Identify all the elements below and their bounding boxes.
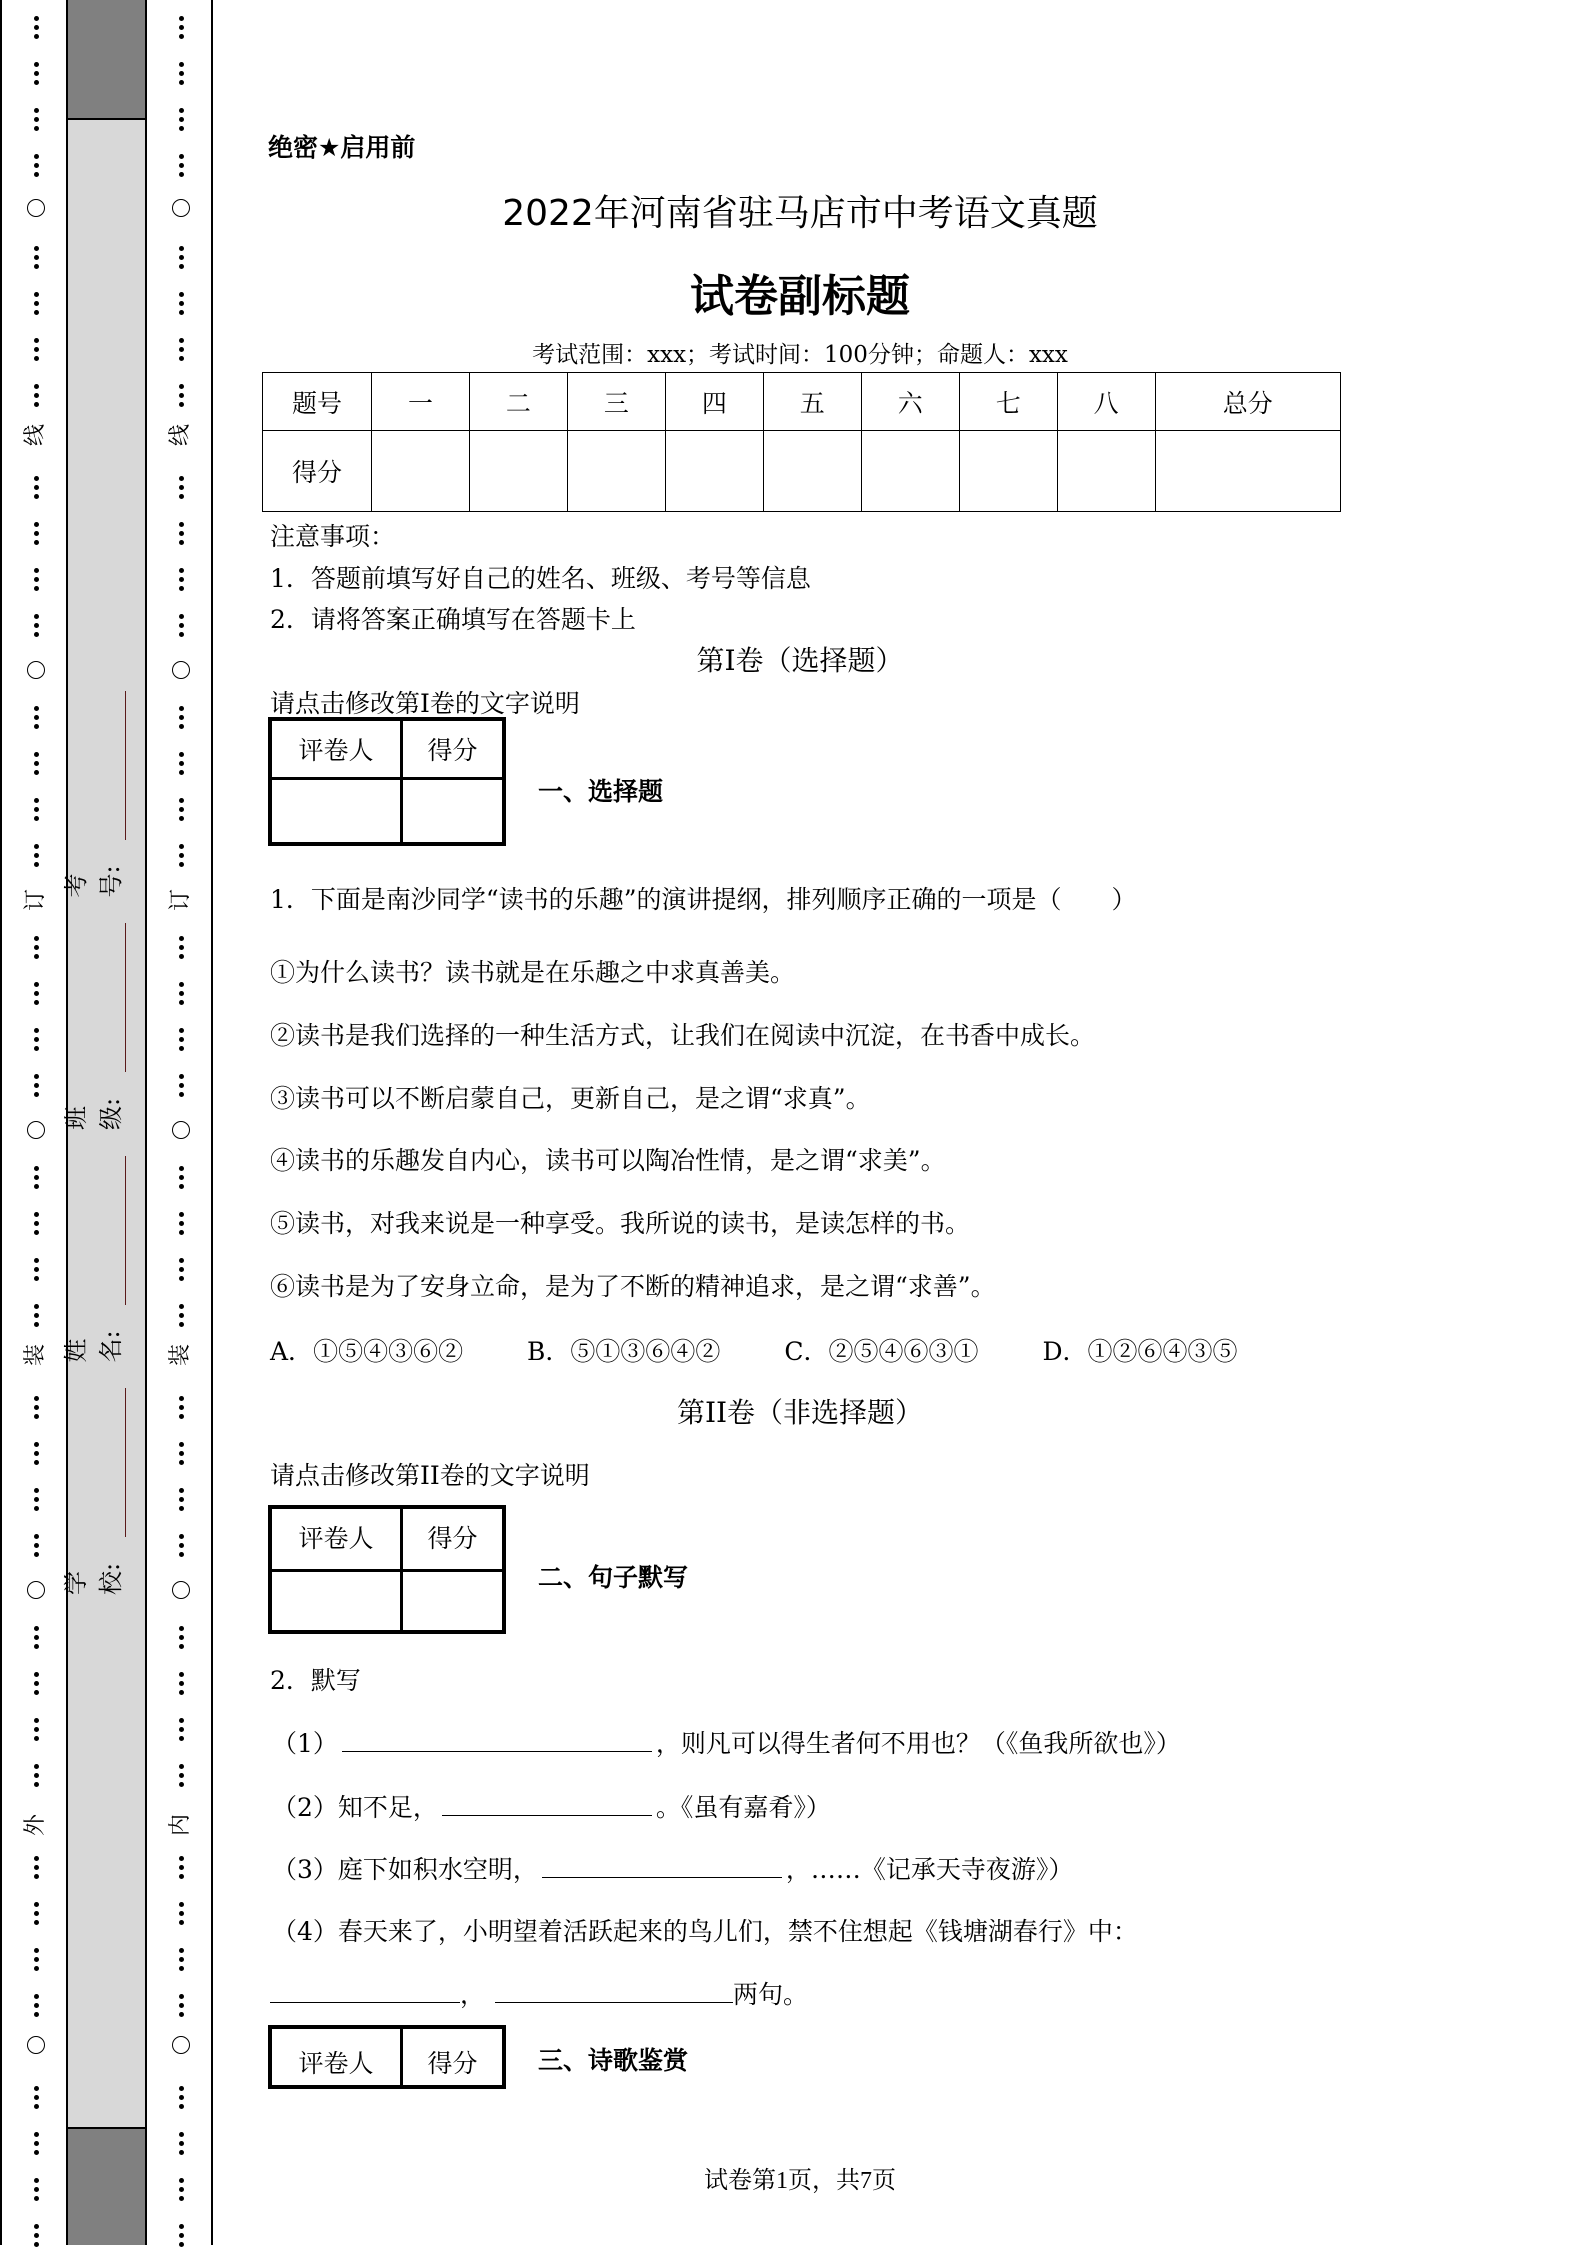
score-cell[interactable] [372, 431, 470, 512]
part2-title: 第II卷（非选择题） [676, 1396, 924, 1429]
dotted-cut-line-icon [26, 1898, 46, 1929]
dotted-cut-line-icon [26, 1162, 46, 1193]
dotted-cut-line-icon [171, 1300, 191, 1331]
grader-box-1 [268, 717, 506, 846]
option-text: ②⑤④⑥③① [828, 1337, 979, 1366]
name-field[interactable] [56, 1130, 126, 1363]
question-1-options [270, 1332, 1294, 1368]
binding-hole-icon [172, 2036, 190, 2054]
dotted-cut-line-icon [171, 1208, 191, 1239]
binding-hole-icon [27, 2036, 45, 2054]
dotted-cut-line-icon [26, 12, 46, 43]
note-item-2: 2．请将答案正确填写在答题卡上 [270, 605, 636, 634]
column-header: 七 [959, 373, 1057, 431]
dotted-cut-line-icon [26, 610, 46, 641]
statement-5: ⑤读书，对我来说是一种享受。我所说的读书，是读怎样的书。 [270, 1209, 971, 1238]
score-table-header-row [263, 373, 1341, 431]
item-prefix: （3）庭下如积水空明， [272, 1855, 538, 1884]
section-1-title: 一、选择题 [538, 777, 664, 806]
option-text: ⑤①③⑥④② [570, 1337, 721, 1366]
statement-2: ②读书是我们选择的一种生活方式，让我们在阅读中沉淀，在书香中成长。 [270, 1021, 1096, 1050]
score-cell[interactable] [665, 431, 763, 512]
dotted-cut-line-icon [171, 242, 191, 273]
notes-heading: 注意事项： [270, 522, 396, 551]
dotted-cut-line-icon [171, 472, 191, 503]
dictation-blank-4b[interactable] [495, 1977, 733, 2003]
grader-reviewer-label: 评卷人 [298, 1524, 374, 1553]
dotted-cut-line-icon [26, 380, 46, 411]
row-header-question-number: 题号 [263, 373, 372, 431]
dotted-cut-line-icon [26, 2174, 46, 2205]
dictation-item-4-line2 [270, 1975, 808, 2011]
part2-description[interactable]: 请点击修改第II卷的文字说明 [270, 1461, 590, 1490]
item-prefix: （1） [272, 1729, 338, 1758]
outer-margin-label: 装 [23, 1344, 48, 1367]
score-cell[interactable] [469, 431, 567, 512]
dotted-cut-line-icon [171, 1254, 191, 1285]
school-input[interactable] [97, 1389, 126, 1538]
dotted-cut-line-icon [26, 978, 46, 1009]
dotted-cut-line-icon [171, 1668, 191, 1699]
score-table [262, 372, 1341, 512]
dotted-cut-line-icon [171, 1714, 191, 1745]
dotted-cut-line-icon [26, 1024, 46, 1055]
dictation-item-2 [272, 1788, 831, 1824]
dotted-cut-line-icon [171, 1162, 191, 1193]
school-label: 学校: [62, 1562, 125, 1595]
section-3-title: 三、诗歌鉴赏 [538, 2046, 689, 2075]
option-letter: A． [270, 1337, 314, 1366]
binding-hole-icon [27, 1121, 45, 1139]
dotted-cut-line-icon [171, 288, 191, 319]
student-info-fields [62, 665, 126, 1595]
dotted-cut-line-icon [171, 104, 191, 135]
score-cell[interactable] [861, 431, 959, 512]
binding-hole-icon [27, 1581, 45, 1599]
dotted-cut-line-icon [26, 1530, 46, 1561]
dotted-cut-line-icon [171, 2082, 191, 2113]
score-cell-total[interactable] [1155, 431, 1340, 512]
dotted-cut-line-icon [26, 932, 46, 963]
option-c[interactable] [784, 1332, 978, 1368]
dotted-cut-line-icon [26, 472, 46, 503]
option-letter: C． [784, 1337, 829, 1366]
dictation-blank-1[interactable] [342, 1726, 652, 1752]
dotted-cut-line-icon [26, 794, 46, 825]
band-bottom-block [68, 2127, 145, 2245]
dotted-cut-line-icon [26, 1852, 46, 1883]
column-header: 五 [763, 373, 861, 431]
dotted-cut-line-icon [171, 58, 191, 89]
dotted-cut-line-icon [26, 58, 46, 89]
statement-4: ④读书的乐趣发自内心，读书可以陶冶性情，是之谓“求美”。 [270, 1146, 946, 1175]
exam-number-label: 考号: [62, 865, 125, 898]
dotted-cut-line-icon [171, 1760, 191, 1791]
option-text: ①②⑥④③⑤ [1087, 1337, 1238, 1366]
band-top-block [68, 0, 145, 120]
item-suffix: 两句。 [733, 1980, 809, 2009]
dotted-cut-line-icon [171, 1898, 191, 1929]
binding-hole-icon [172, 1121, 190, 1139]
item-suffix: ，则凡可以得生者何不用也？（《鱼我所欲也》） [655, 1729, 1181, 1758]
option-text: ①⑤④③⑥② [313, 1337, 464, 1366]
note-item-1: 1．答题前填写好自己的姓名、班级、考号等信息 [270, 564, 811, 593]
option-letter: B． [527, 1337, 571, 1366]
binding-hole-icon [27, 199, 45, 217]
dotted-cut-line-icon [26, 288, 46, 319]
column-header: 四 [665, 373, 763, 431]
dotted-cut-line-icon [26, 150, 46, 181]
outer-margin-label: 外 [23, 1814, 48, 1837]
dotted-cut-line-icon [26, 1208, 46, 1239]
dictation-item-3 [272, 1850, 1073, 1886]
item-prefix: （2）知不足， [272, 1793, 438, 1822]
grader-box-2 [268, 1505, 506, 1634]
grader-divider [272, 1569, 502, 1572]
dotted-cut-line-icon [171, 702, 191, 733]
outer-margin-label: 线 [23, 424, 48, 447]
binding-hole-icon [172, 1581, 190, 1599]
part1-description[interactable]: 请点击修改第I卷的文字说明 [270, 689, 580, 718]
column-header-total: 总分 [1155, 373, 1340, 431]
dotted-cut-line-icon [171, 1530, 191, 1561]
dotted-cut-line-icon [171, 610, 191, 641]
page-footer: 试卷第1页，共7页 [704, 2168, 896, 2194]
grader-box-3 [268, 2025, 506, 2089]
grader-reviewer-label: 评卷人 [298, 736, 374, 765]
class-label: 班级: [62, 1097, 125, 1130]
dotted-cut-line-icon [26, 1392, 46, 1423]
dotted-cut-line-icon [171, 1024, 191, 1055]
dotted-cut-line-icon [26, 1668, 46, 1699]
exam-meta: 考试范围：xxx；考试时间：100分钟；命题人：xxx [532, 342, 1068, 368]
column-header: 二 [469, 373, 567, 431]
dictation-blank-2[interactable] [442, 1790, 652, 1816]
dotted-cut-line-icon [171, 1070, 191, 1101]
confidential-label: 绝密★启用前 [268, 133, 416, 162]
option-letter: D． [1042, 1337, 1088, 1366]
inner-margin-label: 内 [168, 1814, 193, 1837]
class-field[interactable] [56, 898, 126, 1131]
row-header-score: 得分 [263, 431, 372, 512]
dotted-cut-line-icon [26, 1760, 46, 1791]
grader-divider [400, 721, 403, 842]
dotted-cut-line-icon [171, 932, 191, 963]
dotted-cut-line-icon [26, 1070, 46, 1101]
score-cell[interactable] [1057, 431, 1155, 512]
dotted-cut-line-icon [171, 1484, 191, 1515]
outer-margin-label: 订 [23, 889, 48, 912]
item-suffix: 。《虽有嘉肴》） [655, 1793, 831, 1822]
dotted-cut-line-icon [171, 1438, 191, 1469]
section-2-title: 二、句子默写 [538, 1563, 689, 1592]
grader-score-label: 得分 [427, 2049, 478, 2078]
grader-divider [272, 777, 502, 780]
dotted-cut-line-icon [26, 334, 46, 365]
question-1-stem: 1．下面是南沙同学“读书的乐趣”的演讲提纲，排列顺序正确的一项是（ ） [270, 885, 1137, 914]
dotted-cut-line-icon [171, 1944, 191, 1975]
dotted-cut-line-icon [171, 840, 191, 871]
item-prefix: （4）春天来了，小明望着活跃起来的鸟儿们，禁不住想起《钱塘湖春行》中： [272, 1917, 1138, 1946]
score-cell[interactable] [763, 431, 861, 512]
dotted-cut-line-icon [171, 1852, 191, 1883]
dotted-cut-line-icon [26, 1484, 46, 1515]
dotted-cut-line-icon [171, 150, 191, 181]
dotted-cut-line-icon [171, 794, 191, 825]
option-a[interactable] [270, 1332, 463, 1368]
item-suffix: ，……《记承天寺夜游》） [785, 1855, 1074, 1884]
separator: ， [460, 1980, 486, 2009]
dotted-cut-line-icon [26, 1944, 46, 1975]
dotted-cut-line-icon [171, 748, 191, 779]
dotted-cut-line-icon [26, 2220, 46, 2251]
name-label: 姓名: [62, 1330, 125, 1363]
dotted-cut-line-icon [171, 1990, 191, 2021]
grader-reviewer-label: 评卷人 [298, 2049, 374, 2078]
dotted-cut-line-icon [26, 1254, 46, 1285]
inner-margin-label: 装 [168, 1344, 193, 1367]
part1-title: 第I卷（选择题） [696, 644, 904, 677]
grader-score-label: 得分 [427, 1524, 478, 1553]
dotted-cut-line-icon [26, 1990, 46, 2021]
dotted-cut-line-icon [26, 2082, 46, 2113]
inner-margin-label: 线 [168, 424, 193, 447]
dotted-cut-line-icon [171, 978, 191, 1009]
dotted-cut-line-icon [171, 2174, 191, 2205]
exam-subtitle: 试卷副标题 [690, 271, 910, 322]
option-b[interactable] [527, 1332, 720, 1368]
column-header: 六 [861, 373, 959, 431]
column-header: 一 [372, 373, 470, 431]
exam-number-input[interactable] [97, 691, 126, 840]
dotted-cut-line-icon [26, 104, 46, 135]
score-cell[interactable] [567, 431, 665, 512]
question-2-stem: 2．默写 [270, 1666, 361, 1695]
grader-score-label: 得分 [427, 736, 478, 765]
dotted-cut-line-icon [26, 1714, 46, 1745]
binding-hole-icon [172, 661, 190, 679]
dotted-cut-line-icon [26, 518, 46, 549]
school-field[interactable] [56, 1363, 126, 1596]
statement-3: ③读书可以不断启蒙自己，更新自己，是之谓“求真”。 [270, 1084, 871, 1113]
dotted-cut-line-icon [171, 518, 191, 549]
dotted-cut-line-icon [26, 2128, 46, 2159]
dotted-cut-line-icon [171, 380, 191, 411]
dictation-blank-4a[interactable] [270, 1977, 460, 2003]
dotted-cut-line-icon [171, 2220, 191, 2251]
statement-6: ⑥读书是为了安身立命，是为了不断的精神追求，是之谓“求善”。 [270, 1272, 996, 1301]
dotted-cut-line-icon [171, 564, 191, 595]
column-header: 八 [1057, 373, 1155, 431]
dotted-cut-line-icon [171, 12, 191, 43]
column-header: 三 [567, 373, 665, 431]
score-table-score-row [263, 431, 1341, 512]
dotted-cut-line-icon [26, 1438, 46, 1469]
score-cell[interactable] [959, 431, 1057, 512]
grader-divider [400, 2029, 403, 2085]
dotted-cut-line-icon [171, 334, 191, 365]
inner-margin-label: 订 [168, 889, 193, 912]
exam-number-field[interactable] [56, 665, 126, 898]
dotted-cut-line-icon [26, 702, 46, 733]
dotted-cut-line-icon [26, 564, 46, 595]
dotted-cut-line-icon [26, 748, 46, 779]
dictation-blank-3[interactable] [542, 1852, 782, 1878]
exam-title: 2022年河南省驻马店市中考语文真题 [502, 193, 1098, 234]
dotted-cut-line-icon [26, 1622, 46, 1653]
dotted-cut-line-icon [171, 1392, 191, 1423]
dotted-cut-line-icon [26, 840, 46, 871]
binding-hole-icon [27, 661, 45, 679]
statement-1: ①为什么读书？读书就是在乐趣之中求真善美。 [270, 958, 796, 987]
dotted-cut-line-icon [26, 1300, 46, 1331]
dotted-cut-line-icon [171, 2128, 191, 2159]
binding-hole-icon [172, 199, 190, 217]
option-d[interactable] [1042, 1332, 1237, 1368]
name-input[interactable] [97, 1156, 126, 1305]
class-input[interactable] [97, 924, 126, 1073]
dictation-item-1 [272, 1724, 1181, 1760]
dictation-item-4 [272, 1912, 1138, 1948]
dotted-cut-line-icon [171, 1622, 191, 1653]
dotted-cut-line-icon [26, 242, 46, 273]
